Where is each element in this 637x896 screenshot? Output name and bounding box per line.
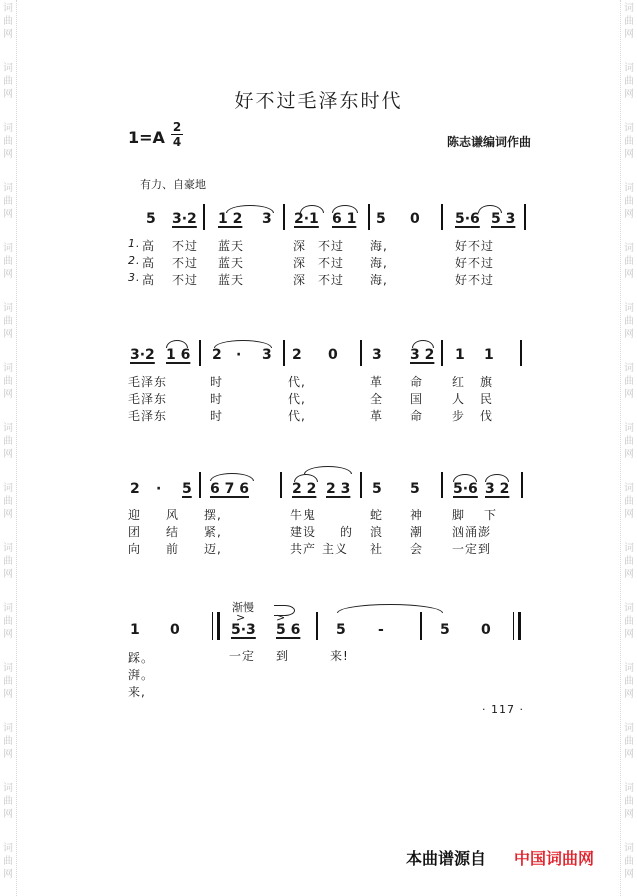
watermark-text: 词 曲 网 — [624, 783, 634, 820]
watermark-text: 词 曲 网 — [3, 243, 13, 280]
note: - — [378, 622, 384, 638]
lyric: 蛇 — [370, 508, 384, 522]
lyric: 建设 — [290, 525, 317, 539]
lyric: 不过 — [318, 256, 345, 270]
note: 5 — [336, 622, 346, 638]
watermark-column-left — [0, 0, 17, 896]
watermark-text: 词 曲 网 — [624, 663, 634, 700]
note: 3 — [262, 347, 272, 363]
lyric: 命 — [410, 375, 424, 389]
lyric: 代, — [288, 409, 306, 423]
lyric: 一定到 — [452, 542, 492, 556]
watermark-text: 词 曲 网 — [3, 363, 13, 400]
time-signature-top: 2 — [172, 120, 182, 134]
watermark-text: 词 曲 网 — [3, 483, 13, 520]
lyric: 海, — [370, 256, 388, 270]
lyric: 不过 — [172, 273, 199, 287]
lyric: 毛泽东 — [128, 392, 168, 406]
key-signature: 1=A — [128, 128, 165, 147]
watermark-text: 词 曲 网 — [3, 63, 13, 100]
watermark-text: 词 曲 网 — [624, 423, 634, 460]
watermark-text: 词 曲 网 — [3, 423, 13, 460]
note: · — [236, 347, 242, 363]
note: 5 — [376, 211, 386, 227]
note: 3·2 — [172, 211, 197, 227]
lyric: 命 — [410, 409, 424, 423]
time-signature — [171, 121, 183, 148]
note: 2·1 — [294, 211, 319, 227]
lyric: 好不过 — [455, 273, 495, 287]
tempo-marking: 有力、自豪地 — [140, 178, 206, 191]
note: 0 — [170, 622, 180, 638]
lyric: 高 — [142, 273, 156, 287]
lyric: 主义 — [322, 542, 349, 556]
note: 2 — [212, 347, 222, 363]
note: 2 2 — [292, 481, 317, 497]
note: 5 6 — [276, 622, 301, 638]
lyric: 民 — [480, 392, 494, 406]
lyric: 不过 — [172, 256, 199, 270]
accent-mark: > — [236, 611, 246, 624]
lyric: 毛泽东 — [128, 375, 168, 389]
note: 2 — [292, 347, 302, 363]
lyric: 毛泽东 — [128, 409, 168, 423]
verse-number: 3. — [128, 271, 141, 284]
lyric: 海, — [370, 239, 388, 253]
site-name-link[interactable]: 中国词曲网 — [514, 849, 595, 868]
lyric: 一定 — [229, 649, 256, 663]
lyric: 潮 — [410, 525, 424, 539]
watermark-text: 词 曲 网 — [624, 123, 634, 160]
note: · — [156, 481, 162, 497]
song-title: 好不过毛泽东时代 — [234, 90, 403, 112]
lyric: 深 — [293, 273, 307, 287]
note: 2 3 — [326, 481, 351, 497]
note: 6 7 6 — [210, 481, 249, 497]
watermark-text: 词 曲 网 — [3, 303, 13, 340]
lyric: 团 — [128, 525, 142, 539]
lyric: 好不过 — [455, 256, 495, 270]
lyric: 牛鬼 — [290, 508, 317, 522]
lyric: 代, — [288, 392, 306, 406]
note: 1 — [484, 347, 494, 363]
note: 5·6 — [455, 211, 480, 227]
note: 5 — [146, 211, 156, 227]
watermark-text: 词 曲 网 — [624, 723, 634, 760]
note: 6 1 — [332, 211, 357, 227]
note: 3 — [372, 347, 382, 363]
watermark-text: 词 曲 网 — [624, 843, 634, 880]
lyric: 蓝天 — [218, 239, 245, 253]
verse-number: 1. — [128, 237, 141, 250]
lyric: 汹涌澎 — [452, 525, 492, 539]
note: 3 — [262, 211, 272, 227]
lyric: 到 — [276, 649, 290, 663]
lyric: 结 — [166, 525, 180, 539]
watermark-text: 词 曲 网 — [3, 3, 13, 40]
lyric: 深 — [293, 256, 307, 270]
watermark-text: 词 曲 网 — [3, 543, 13, 580]
note: 3·2 — [130, 347, 155, 363]
lyric: 革 — [370, 409, 384, 423]
note: 5 — [440, 622, 450, 638]
lyric: 的 — [340, 525, 354, 539]
lyric: 红 — [452, 375, 466, 389]
lyric: 蓝天 — [218, 256, 245, 270]
watermark-text: 词 曲 网 — [624, 303, 634, 340]
lyric-ending: 湃。 — [128, 668, 155, 682]
note: 1 6 — [166, 347, 191, 363]
lyric: 摆, — [204, 508, 222, 522]
lyric-ending: 来, — [128, 685, 146, 699]
watermark-text: 词 曲 网 — [3, 123, 13, 160]
watermark-text: 词 曲 网 — [3, 843, 13, 880]
lyric-ending: 踩。 — [128, 651, 155, 665]
lyric: 脚 — [452, 508, 466, 522]
note: 0 — [410, 211, 420, 227]
lyric: 好不过 — [455, 239, 495, 253]
watermark-text: 词 曲 网 — [3, 723, 13, 760]
lyric: 伐 — [480, 409, 494, 423]
watermark-text: 词 曲 网 — [624, 603, 634, 640]
watermark-text: 词 曲 网 — [624, 183, 634, 220]
note: 5 — [372, 481, 382, 497]
lyric: 蓝天 — [218, 273, 245, 287]
lyric: 前 — [166, 542, 180, 556]
lyric: 迈, — [204, 542, 222, 556]
lyric: 步 — [452, 409, 466, 423]
lyric: 深 — [293, 239, 307, 253]
watermark-text: 词 曲 网 — [624, 363, 634, 400]
source-label: 本曲谱源自 — [406, 849, 487, 868]
note: 5 3 — [491, 211, 516, 227]
page-number: · 117 · — [482, 703, 524, 716]
lyric: 浪 — [370, 525, 384, 539]
note: 1 — [130, 622, 140, 638]
lyric: 海, — [370, 273, 388, 287]
lyric: 时 — [210, 392, 224, 406]
tempo-change: 渐慢 — [232, 601, 254, 614]
note: 0 — [481, 622, 491, 638]
watermark-text: 词 曲 网 — [624, 483, 634, 520]
watermark-text: 词 曲 网 — [624, 63, 634, 100]
time-signature-bottom: 4 — [172, 135, 182, 149]
lyric: 革 — [370, 375, 384, 389]
lyric: 向 — [128, 542, 142, 556]
watermark-text: 词 曲 网 — [624, 3, 634, 40]
note: 5 — [410, 481, 420, 497]
lyric: 不过 — [318, 239, 345, 253]
lyric: 社 — [370, 542, 384, 556]
lyric: 时 — [210, 409, 224, 423]
lyric: 时 — [210, 375, 224, 389]
note: 5·6 — [453, 481, 478, 497]
watermark-text: 词 曲 网 — [624, 243, 634, 280]
watermark-text: 词 曲 网 — [624, 543, 634, 580]
lyric: 紧, — [204, 525, 222, 539]
verse-number: 2. — [128, 254, 141, 267]
lyric: 不过 — [172, 239, 199, 253]
watermark-text: 词 曲 网 — [3, 183, 13, 220]
lyric: 国 — [410, 392, 424, 406]
composer-credit: 陈志谦编词作曲 — [447, 135, 532, 149]
lyric: 下 — [484, 508, 498, 522]
note: 0 — [328, 347, 338, 363]
lyric: 共产 — [290, 542, 317, 556]
lyric: 来! — [330, 649, 349, 663]
lyric: 不过 — [318, 273, 345, 287]
note: 5·3 — [231, 622, 256, 638]
accent-mark: > — [276, 611, 286, 624]
note: 2 — [130, 481, 140, 497]
lyric: 神 — [410, 508, 424, 522]
lyric: 全 — [370, 392, 384, 406]
lyric: 风 — [166, 508, 180, 522]
note: 5 — [182, 481, 192, 497]
note: 3 2 — [485, 481, 510, 497]
watermark-text: 词 曲 网 — [3, 603, 13, 640]
lyric: 高 — [142, 256, 156, 270]
lyric: 迎 — [128, 508, 142, 522]
lyric: 高 — [142, 239, 156, 253]
note: 3 2 — [410, 347, 435, 363]
lyric: 代, — [288, 375, 306, 389]
lyric: 会 — [410, 542, 424, 556]
lyric: 人 — [452, 392, 466, 406]
lyric: 旗 — [480, 375, 494, 389]
watermark-text: 词 曲 网 — [3, 663, 13, 700]
note: 1 — [455, 347, 465, 363]
watermark-column-right — [620, 0, 637, 896]
note: 1 2 — [218, 211, 243, 227]
watermark-text: 词 曲 网 — [3, 783, 13, 820]
